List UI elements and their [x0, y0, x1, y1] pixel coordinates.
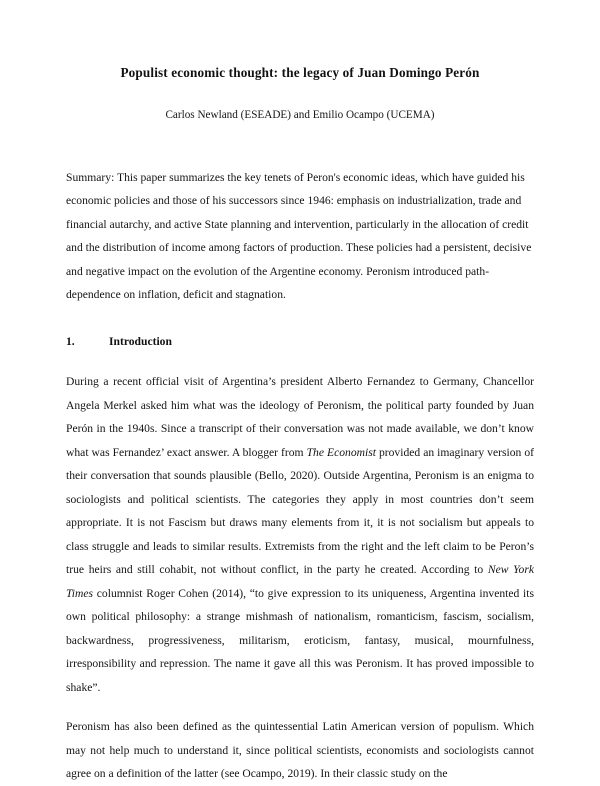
section-title: Introduction	[109, 334, 172, 348]
abstract-paragraph: Summary: This paper summarizes the key tenets of Peron's economic ideas, which have guided his economic policies and those of his successors since 1946: emphasis on industrialization, trade and financial autarchy, and active State planning and intervention, particularly in the allocation of credit and the distribution of income among factors of production. These policies had a persistent, decisive and negative impact on the evolution of the Argentine economy. Peronism introduced path-dependence on inflation, deficit and stagnation.	[66, 170, 532, 302]
author-line: Carlos Newland (ESEADE) and Emilio Ocampo (UCEMA)	[165, 108, 435, 121]
page-title: Populist economic thought: the legacy of Juan Domingo Perón	[120, 65, 480, 80]
section-number: 1.	[66, 334, 75, 348]
italic-title: New York Times	[66, 563, 534, 600]
body-paragraph: Peronism has also been defined as the quintessential Latin American version of populism. Which may not help much to understand it, since political scientists, economists and sociologists cannot agree on a definition of the latter (see Ocampo, 2019). In their classic study on the	[66, 720, 534, 781]
body-paragraph: During a recent official visit of Argentina’s president Alberto Fernandez to Germany, Chancellor Angela Merkel asked him what was the ideology of Peronism, the political party founded by Juan Perón in the 1940s. Since a transcript of their conversation was not made available, we don’t know what was Fernandez’ exact answer. A blogger from The Economist provided an imaginary version of their conversation that sounds plausible (Bello, 2020). Outside Argentina, Peronism is an enigma to sociologists and political scientists. The categories they apply in most countries don’t seem appropriate. It is not Fascism but draws many elements from it, it is not socialism but appeals to class struggle and leads to similar results. Extremists from the right and the left claim to be Peron’s true heirs and still cohabit, not without conflict, in the party he created. According to New York Times columnist Roger Cohen (2014), “to give expression to its uniqueness, Argentina invented its own political philosophy: a strange mishmash of nationalism, romanticism, fascism, socialism, backwardness, progressiveness, militarism, eroticism, fantasy, musical, mournfulness, irresponsibility and repression. The name it gave all this was Peronism. It has proved impossible to shake”.	[66, 375, 534, 694]
section-heading-introduction	[66, 307, 534, 354]
italic-title: The Economist	[306, 445, 376, 459]
page-content	[66, 0, 534, 786]
